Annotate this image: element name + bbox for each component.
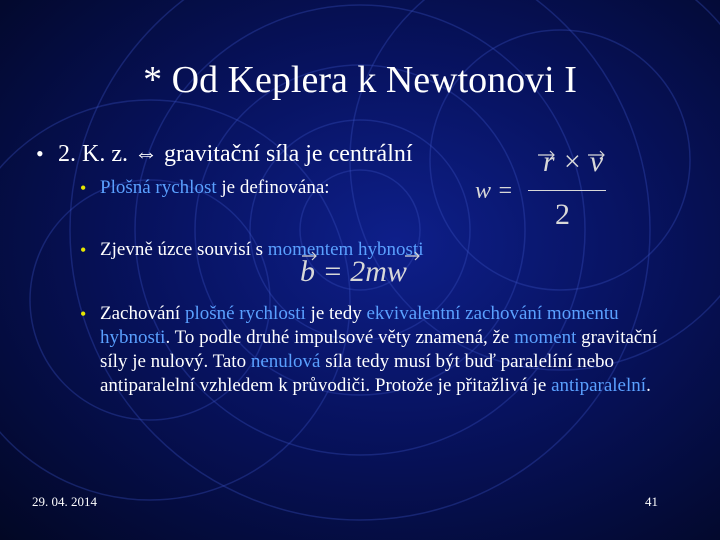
bullet-text: Zachování — [100, 303, 185, 324]
sub-bullet-dot: • — [80, 304, 87, 324]
formula-areal-velocity-numerator: r × v — [542, 145, 604, 178]
sub-bullet-dot: • — [80, 178, 87, 198]
bullet-areal-velocity — [80, 176, 660, 200]
bullet-text: gravitační síly je nulový. Tato — [100, 327, 658, 372]
slide-title: * Od Keplera k Newtonovi I — [143, 59, 577, 101]
footer-date: 29. 04. 2014 — [32, 494, 97, 509]
bullet-text: je definována: — [216, 177, 330, 198]
bullet-central-force — [36, 140, 413, 168]
highlight-moment: moment — [514, 327, 577, 348]
sub-bullet-dot: • — [80, 240, 87, 260]
highlight-antiparallel: antiparalelní — [551, 375, 647, 396]
formula-areal-velocity-denominator: 2 — [555, 198, 570, 231]
highlight-equivalent: ekvivalentní zachování momentu hybnosti — [100, 303, 619, 348]
bullet-text: . — [646, 375, 651, 396]
highlight-momentum: momentem hybnosti — [267, 239, 424, 260]
formula-fraction-line — [528, 190, 606, 191]
formula-angular-momentum: b = 2mw — [300, 255, 407, 288]
vector-arrows — [536, 145, 616, 165]
bullet-text: . To podle druhé impulsové věty znamená, že — [165, 327, 515, 348]
vector-arrows-2 — [300, 248, 440, 264]
highlight-areal: plošné rychlosti — [184, 303, 306, 324]
bullet-text: síla tedy musí být buď paralelíní nebo antiparalelní vzhledem k průvodiči. Protože je přitažlivá je — [100, 351, 615, 396]
formula-areal-velocity-lhs: w = — [475, 178, 514, 204]
footer-page-number: 41 — [645, 494, 658, 509]
bullet-text: je tedy — [305, 303, 367, 324]
highlight-nonzero: nenulová — [250, 351, 321, 372]
bullet-dot: • — [36, 141, 44, 166]
bullet-text: 2. K. z. ⇔ gravitační síla je centrální — [58, 141, 413, 167]
highlight-areal-velocity: Plošná rychlost — [100, 177, 217, 198]
bullet-text: Zjevně úzce souvisí s — [100, 239, 268, 260]
bullet-conservation — [80, 302, 660, 398]
